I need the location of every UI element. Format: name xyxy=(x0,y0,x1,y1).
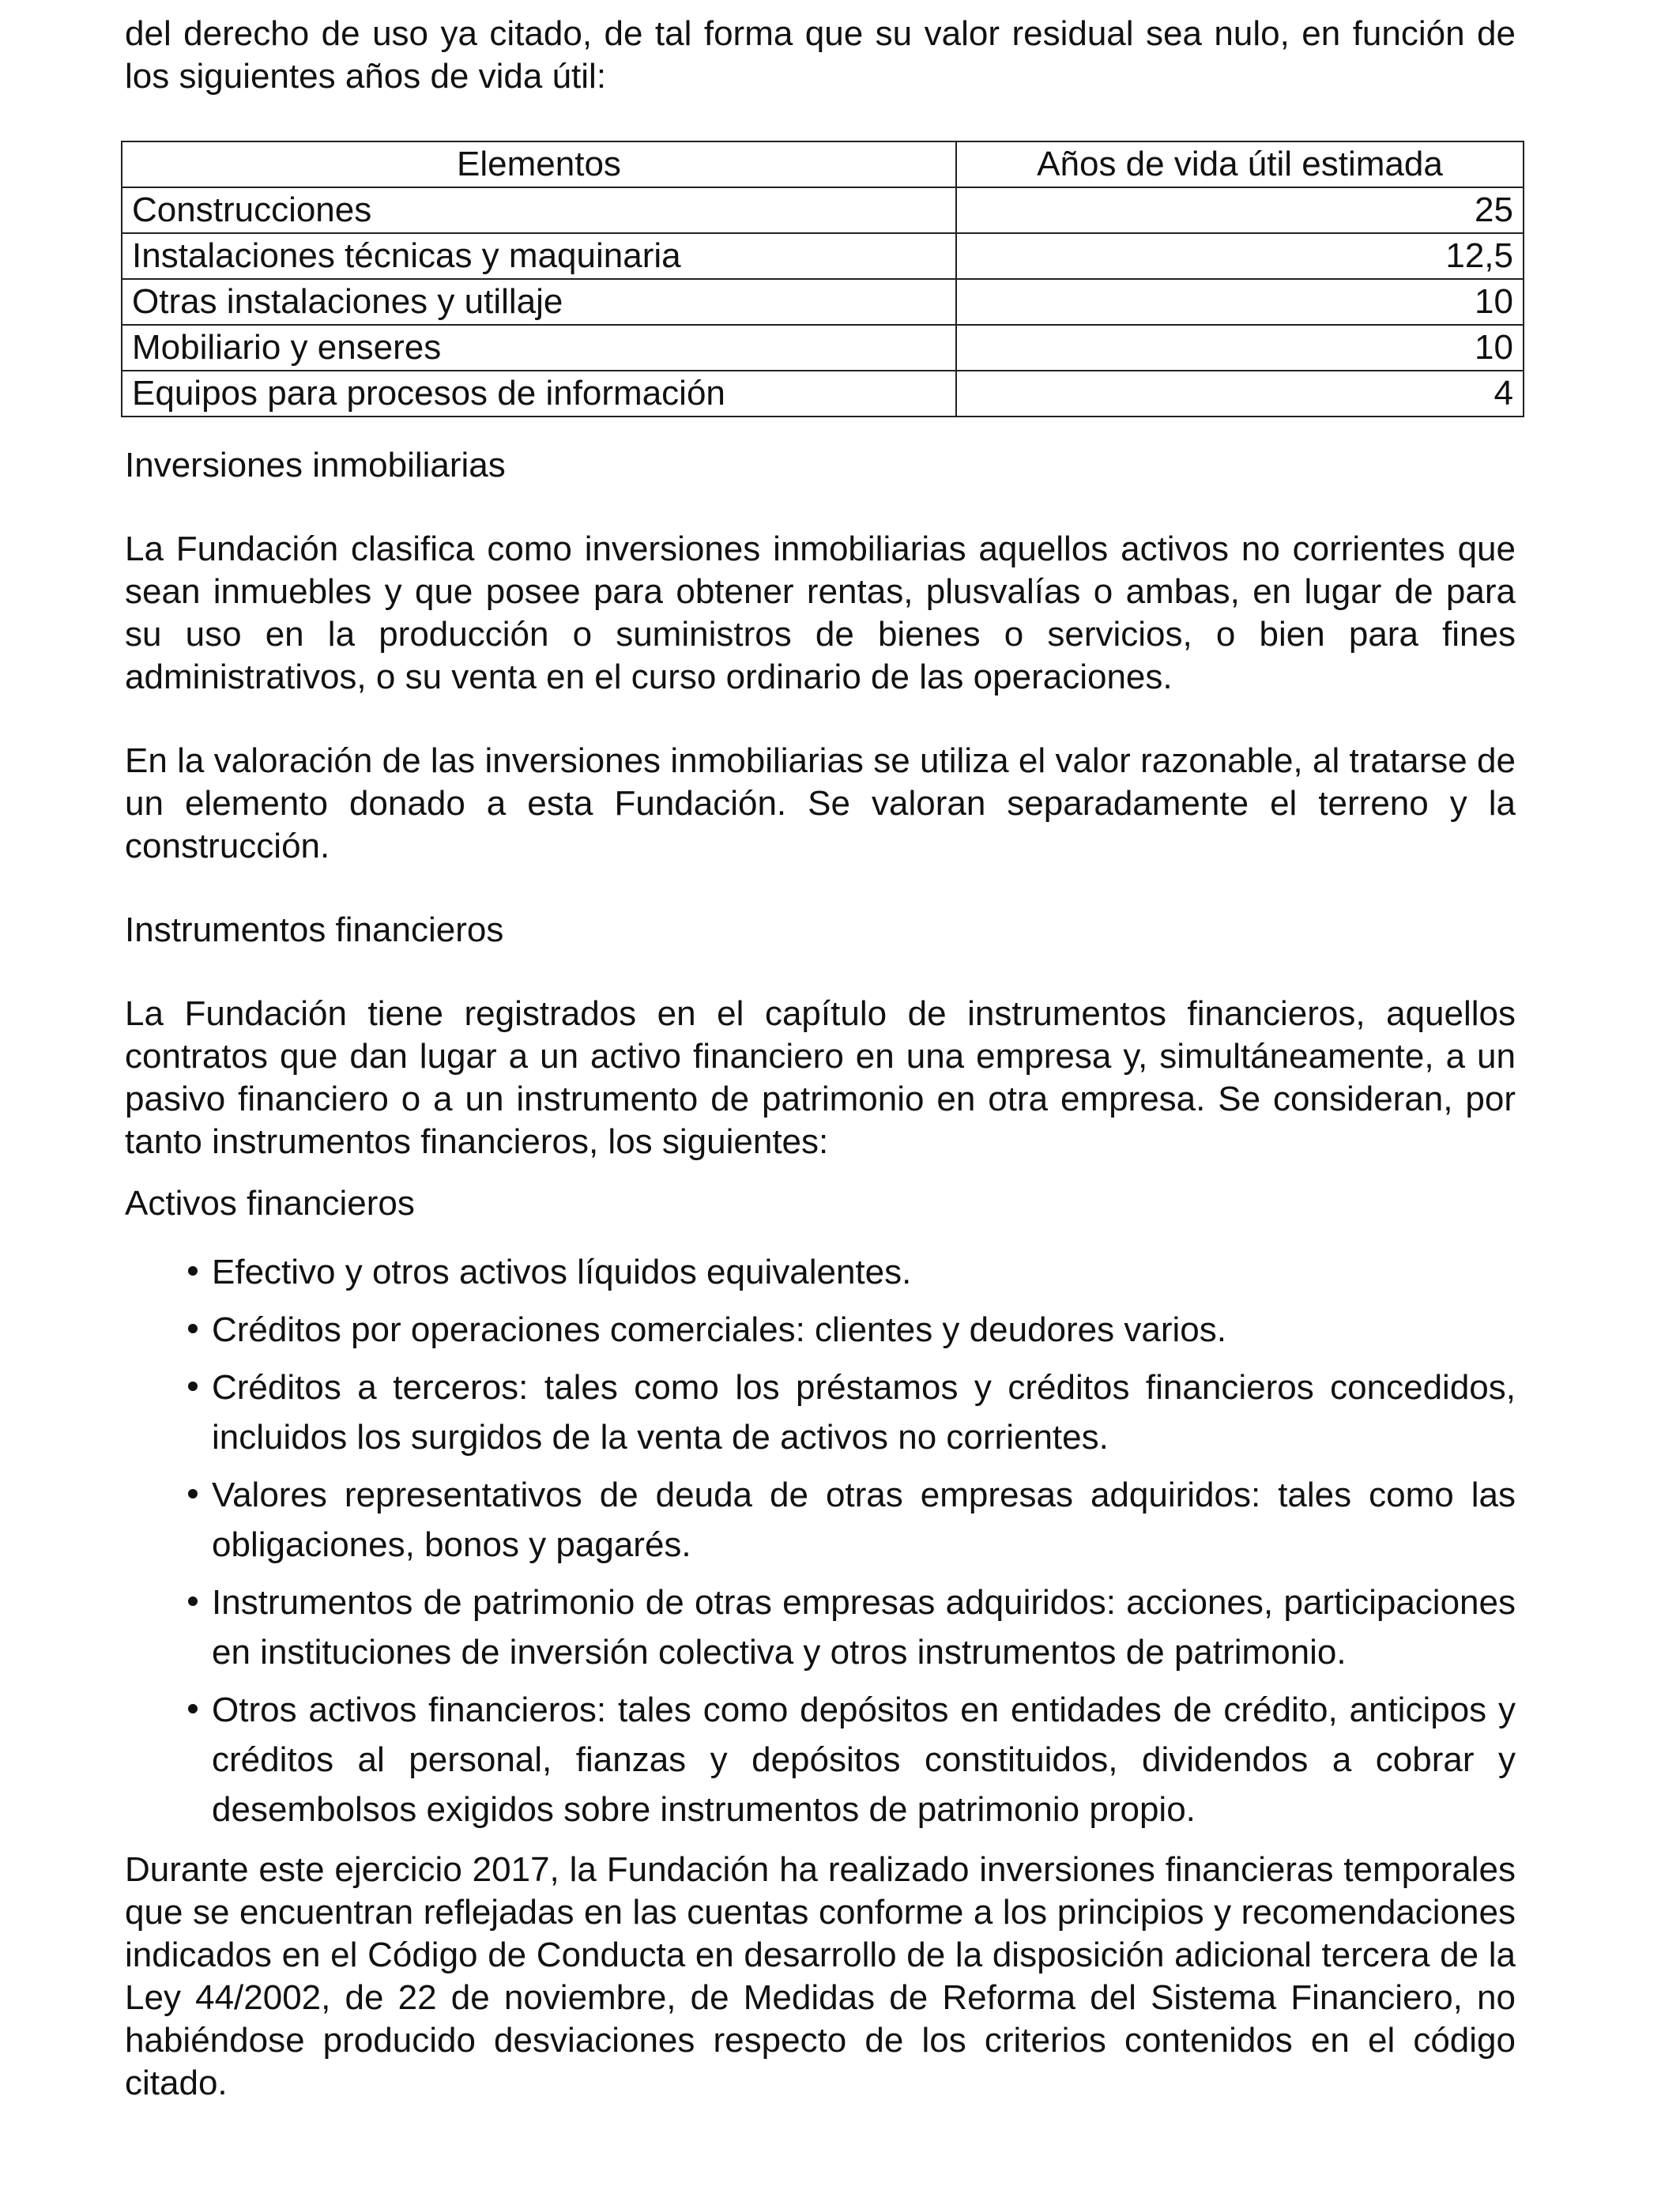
table-cell-years: 25 xyxy=(956,187,1524,233)
list-item xyxy=(177,1305,1516,1355)
list-item xyxy=(177,1247,1516,1297)
bullet-icon xyxy=(188,1470,212,1520)
table-row xyxy=(122,371,1524,417)
useful-life-table xyxy=(121,141,1524,417)
table-row xyxy=(122,187,1524,233)
list-item xyxy=(177,1578,1516,1677)
list-item-text: Otros activos financieros: tales como depósitos en entidades de crédito, anticipos y créditos al personal, fianzas y depósitos constituidos, dividendos a cobrar y desembolsos exigidos sobre instrumentos de patrimonio propio. xyxy=(212,1691,1516,1829)
list-item-text: Instrumentos de patrimonio de otras empresas adquiridos: acciones, participaciones en instituciones de inversión colectiva y otros instrumentos de patrimonio. xyxy=(212,1583,1516,1672)
list-item-text: Créditos a terceros: tales como los préstamos y créditos financieros concedidos, incluidos los surgidos de la venta de activos no corrientes. xyxy=(212,1368,1516,1457)
paragraph-inversiones-1: La Fundación clasifica como inversiones inmobiliarias aquellos activos no corrientes que sean inmuebles y que posee para obtener rentas, plusvalías o ambas, en lugar de para su uso en la producción o suministros de bienes o servicios, o bien para fines administrativos, o su venta en el curso ordinario de las operaciones. xyxy=(125,530,1516,696)
table-row xyxy=(122,325,1524,371)
document-page xyxy=(125,13,1516,2105)
table-cell-element: Equipos para procesos de información xyxy=(122,371,956,417)
paragraph-instrumentos-1: La Fundación tiene registrados en el capítulo de instrumentos financieros, aquellos contratos que dan lugar a un activo financiero en una empresa y, simultáneamente, a un pasivo financiero o a un instrumento de patrimonio en otra empresa. Se consideran, por tanto instrumentos financieros, los siguientes: xyxy=(125,994,1516,1161)
bullet-icon xyxy=(188,1363,212,1412)
list-item-text: Efectivo y otros activos líquidos equivalentes. xyxy=(212,1253,912,1291)
table-row xyxy=(122,233,1524,279)
table-header-anos: Años de vida útil estimada xyxy=(956,141,1524,187)
intro-paragraph: del derecho de uso ya citado, de tal forma que su valor residual sea nulo, en función de los siguientes años de vida útil: xyxy=(125,14,1516,96)
bullet-icon xyxy=(188,1578,212,1627)
list-item-text: Créditos por operaciones comerciales: clientes y deudores varios. xyxy=(212,1310,1226,1349)
list-item xyxy=(177,1470,1516,1570)
paragraph-inversiones-2: En la valoración de las inversiones inmobiliarias se utiliza el valor razonable, al tratarse de un elemento donado a esta Fundación. Se valoran separadamente el terreno y la construcción. xyxy=(125,741,1516,865)
section-heading-inversiones: Inversiones inmobiliarias xyxy=(125,446,506,484)
table-cell-element: Construcciones xyxy=(122,187,956,233)
table-header-elementos: Elementos xyxy=(122,141,956,187)
bullet-icon xyxy=(188,1247,212,1297)
bullet-icon xyxy=(188,1305,212,1355)
table-cell-element: Mobiliario y enseres xyxy=(122,325,956,371)
table-row xyxy=(122,279,1524,325)
list-item xyxy=(177,1363,1516,1462)
activos-financieros-list xyxy=(177,1247,1516,1834)
closing-paragraph: Durante este ejercicio 2017, la Fundación ha realizado inversiones financieras temporales que se encuentran reflejadas en las cuentas conforme a los principios y recomendaciones indicados en el Código de Conducta en desarrollo de la disposición adicional tercera de la Ley 44/2002, de 22 de noviembre, de Medidas de Reforma del Sistema Financiero, no habiéndose producido desviaciones respecto de los criterios contenidos en el código citado. xyxy=(125,1850,1516,2102)
section-heading-instrumentos: Instrumentos financieros xyxy=(125,910,504,949)
table-cell-years: 10 xyxy=(956,325,1524,371)
list-item xyxy=(177,1685,1516,1834)
table-cell-element: Otras instalaciones y utillaje xyxy=(122,279,956,325)
table-header-row xyxy=(122,141,1524,187)
bullet-icon xyxy=(188,1685,212,1735)
table-cell-years: 12,5 xyxy=(956,233,1524,279)
table-cell-element: Instalaciones técnicas y maquinaria xyxy=(122,233,956,279)
subheading-activos-financieros: Activos financieros xyxy=(125,1184,415,1223)
table-cell-years: 4 xyxy=(956,371,1524,417)
table-cell-years: 10 xyxy=(956,279,1524,325)
list-item-text: Valores representativos de deuda de otras empresas adquiridos: tales como las obligaciones, bonos y pagarés. xyxy=(212,1476,1516,1564)
